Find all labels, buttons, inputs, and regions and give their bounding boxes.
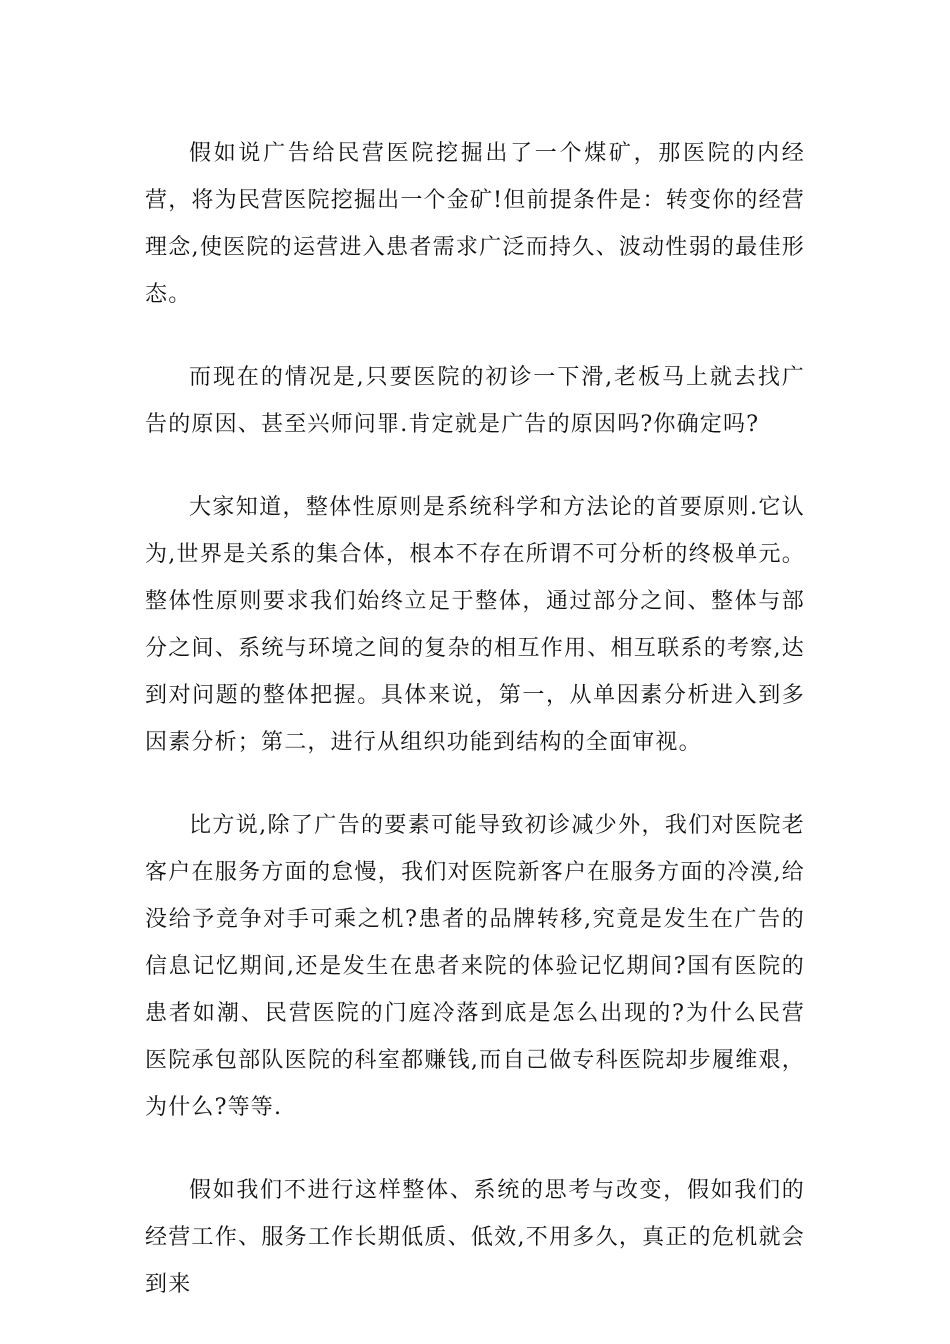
paragraph-3: 大家知道，整体性原则是系统科学和方法论的首要原则.它认为,世界是关系的集合体，根本不存在所谓不可分析的终极单元。整体性原则要求我们始终立足于整体，通过部分之间、整体与部分之间、系统与环境之间的复杂的相互作用、相互联系的考察,达到对问题的整体把握。具体来说，第一，从单因素分析进入到多因素分析；第二，进行从组织功能到结构的全面审视。: [145, 495, 805, 755]
document-body: [145, 130, 805, 1308]
paragraph-2: 而现在的情况是,只要医院的初诊一下滑,老板马上就去找广告的原因、甚至兴师问罪.肯定就是广告的原因吗?你确定吗?: [145, 365, 805, 437]
paragraph-5: 假如我们不进行这样整体、系统的思考与改变，假如我们的经营工作、服务工作长期低质、低效,不用多久，真正的危机就会到来: [145, 1178, 805, 1297]
paragraph-1: 假如说广告给民营医院挖掘出了一个煤矿，那医院的内经营，将为民营医院挖掘出一个金矿!但前提条件是：转变你的经营理念,使医院的运营进入患者需求广泛而持久、波动性弱的最佳形态。: [145, 141, 805, 307]
paragraph-4: 比方说,除了广告的要素可能导致初诊减少外，我们对医院老客户在服务方面的怠慢，我们对医院新客户在服务方面的冷漠,给没给予竞争对手可乘之机?患者的品牌转移,究竟是发生在广告的信息记忆期间,还是发生在患者来院的体验记忆期间?国有医院的患者如潮、民营医院的门庭冷落到底是怎么出现的?为什么民营医院承包部队医院的科室都赚钱,而自己做专科医院却步履维艰，为什么?等等.: [145, 813, 805, 1120]
